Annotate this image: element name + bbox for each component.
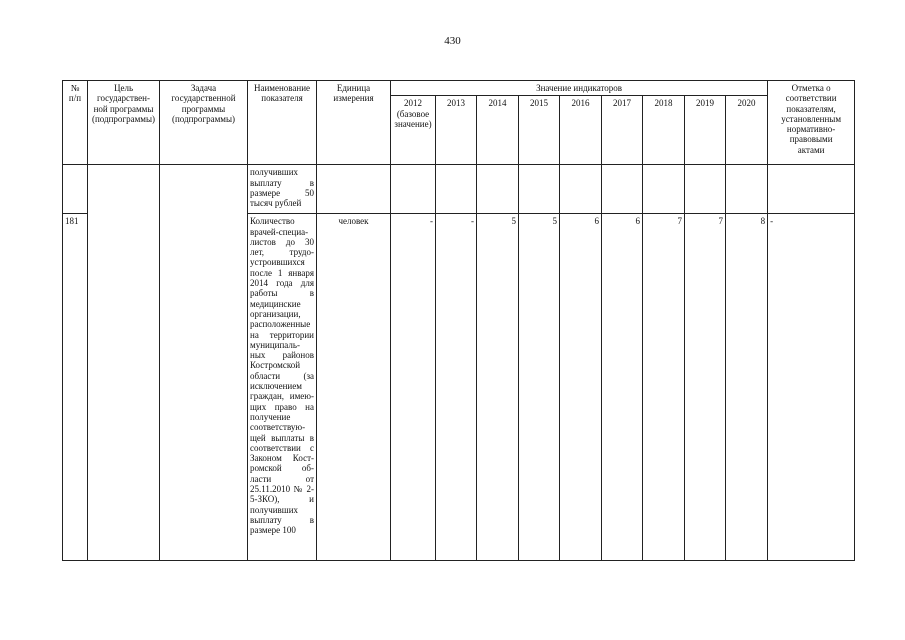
cell-value: [436, 165, 477, 214]
header-year: 2016: [560, 96, 602, 165]
cell-indicator-name: получивших выплату в размере 50 тысяч рублей: [248, 165, 317, 214]
cell-num: [63, 165, 88, 214]
cell-num: 181: [63, 214, 88, 561]
cell-value: [391, 165, 436, 214]
header-year: 2015: [519, 96, 560, 165]
header-num: № п/п: [63, 81, 88, 165]
header-indicator-name: Наименование показателя: [248, 81, 317, 165]
cell-value: 5: [519, 214, 560, 561]
cell-value: [477, 165, 519, 214]
cell-value: 6: [602, 214, 643, 561]
header-year: 2012 (базовое значение): [391, 96, 436, 165]
cell-mark: [768, 165, 855, 214]
cell-unit: человек: [317, 214, 391, 561]
cell-value: -: [391, 214, 436, 561]
cell-value: 8: [726, 214, 768, 561]
header-year: 2018: [643, 96, 685, 165]
table-row-continued: [63, 165, 855, 214]
cell-value: 7: [685, 214, 726, 561]
cell-value: [685, 165, 726, 214]
header-year: 2020: [726, 96, 768, 165]
cell-value: [560, 165, 602, 214]
cell-value: 6: [560, 214, 602, 561]
header-row-1: [63, 81, 855, 96]
cell-value: [726, 165, 768, 214]
cell-indicator-name: Количество врачей-специа-листов до 30 лет, трудо-устроившихся после 1 января 2014 года для работы в медицинские организации, расположенные на территории муниципаль-ных районов Костромской области (за исключением граждан, имею-щих право на получение соответствую-щей выплаты в соответствии с Законом Кост-ромской об-ласти от 25.11.2010 № 2-5-ЗКО), и получивших выплату в размере 100: [248, 214, 317, 561]
cell-goal: [88, 165, 160, 561]
cell-mark: -: [768, 214, 855, 561]
cell-value: 7: [643, 214, 685, 561]
page-number: 430: [444, 35, 461, 47]
cell-task: [160, 165, 248, 561]
cell-value: [602, 165, 643, 214]
header-goal: Цель государствен- ной программы (подпрограммы): [88, 81, 160, 165]
cell-value: 5: [477, 214, 519, 561]
cell-value: [519, 165, 560, 214]
cell-value: [643, 165, 685, 214]
header-indicator-values: Значение индикаторов: [391, 81, 768, 96]
header-year: 2017: [602, 96, 643, 165]
header-year: 2014: [477, 96, 519, 165]
header-year: 2013: [436, 96, 477, 165]
header-task: Задача государственной программы (подпрограммы): [160, 81, 248, 165]
cell-unit: [317, 165, 391, 214]
header-unit: Единица измерения: [317, 81, 391, 165]
indicators-table: [62, 80, 855, 561]
header-year: 2019: [685, 96, 726, 165]
header-compliance-mark: Отметка о соответствии показателям, установленным нормативно- правовыми актами: [768, 81, 855, 165]
cell-value: -: [436, 214, 477, 561]
